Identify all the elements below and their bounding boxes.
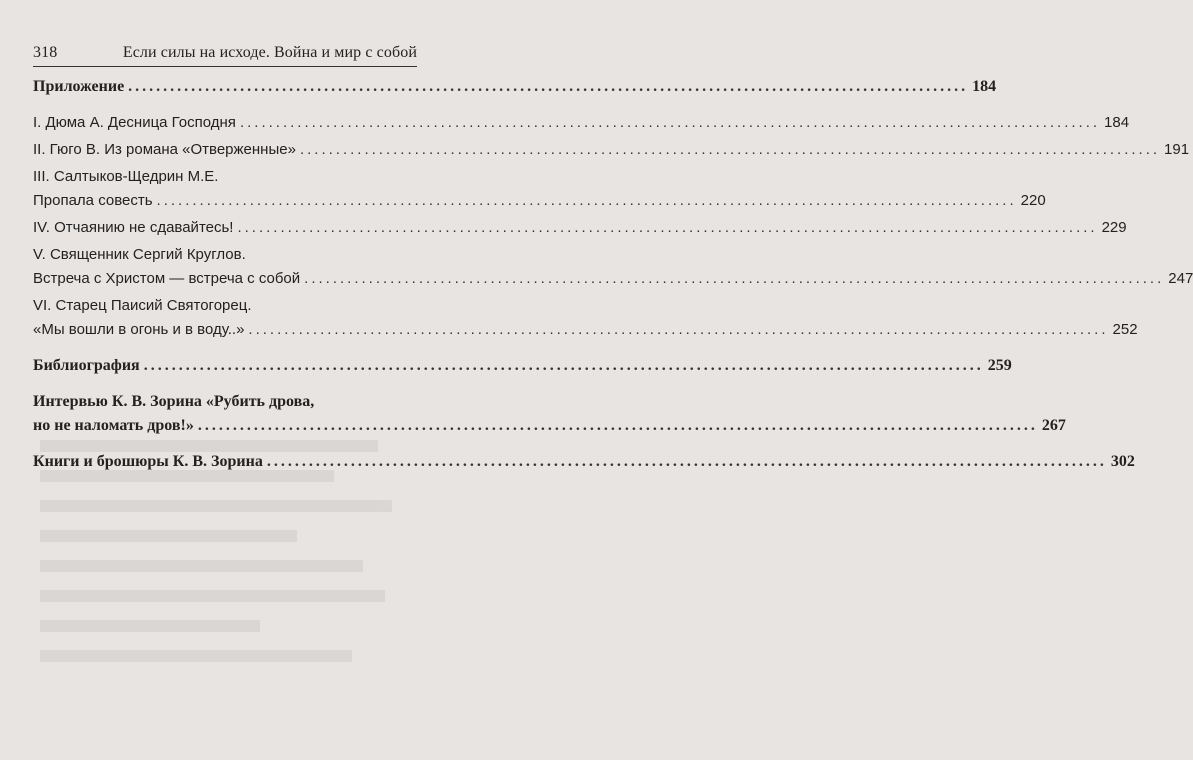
toc-page-number: 229	[1101, 219, 1127, 236]
toc-entry-line	[33, 75, 997, 99]
toc-page-number: 302	[1110, 453, 1135, 470]
table-of-contents	[33, 75, 1193, 474]
toc-entry-line	[33, 165, 417, 189]
toc-entry-title: Приложение	[33, 78, 125, 95]
toc-entry-title: но не наломать дров!»	[33, 417, 194, 434]
toc-entry[interactable]	[33, 390, 1066, 438]
toc-entry-title: II. Гюго В. Из романа «Отверженные»	[33, 141, 296, 158]
toc-entry-title: «Мы вошли в огонь и в воду..»	[33, 321, 245, 338]
toc-leader-dots: ........................................................................................................................	[143, 357, 984, 374]
toc-entry-line	[33, 450, 1135, 474]
toc-page-number: 252	[1112, 321, 1138, 338]
toc-entry-title: VI. Старец Паисий Святогорец.	[33, 297, 252, 314]
toc-gap	[33, 438, 417, 450]
toc-entry-title: I. Дюма А. Десница Господня	[33, 114, 236, 131]
toc-entry-line	[33, 189, 1046, 213]
toc-leader-dots: ........................................................................................................................	[248, 321, 1109, 338]
toc-leader-dots: ........................................................................................................................	[156, 192, 1017, 209]
toc-leader-dots: ........................................................................................................................	[266, 453, 1107, 470]
toc-entry[interactable]	[33, 294, 1138, 342]
toc-entry-title: V. Священник Сергий Круглов.	[33, 246, 246, 263]
toc-entry-line	[33, 354, 1012, 378]
bleed-through	[40, 440, 407, 720]
toc-entry-line	[33, 138, 1190, 162]
toc-entry[interactable]	[33, 216, 1127, 240]
toc-leader-dots: ........................................................................................................................	[239, 114, 1101, 131]
toc-page-number: 220	[1020, 192, 1046, 209]
toc-page-number: 247	[1168, 270, 1193, 287]
toc-page-number: 267	[1041, 417, 1066, 434]
toc-entry-line	[33, 318, 1138, 342]
toc-entry[interactable]	[33, 75, 997, 99]
toc-entry[interactable]	[33, 450, 1135, 474]
page-number: 318	[33, 44, 58, 61]
header-rule	[33, 66, 417, 67]
toc-entry[interactable]	[33, 165, 1046, 213]
toc-entry-title: Пропала совесть	[33, 192, 153, 209]
toc-entry-title: Встреча с Христом — встреча с собой	[33, 270, 301, 287]
toc-entry[interactable]	[33, 138, 1190, 162]
toc-page-number: 184	[972, 78, 997, 95]
toc-entry[interactable]	[33, 243, 1193, 291]
toc-page-number: 191	[1164, 141, 1190, 158]
toc-page-number: 259	[987, 357, 1012, 374]
toc-leader-dots: ........................................................................................................................	[299, 141, 1161, 158]
toc-entry-title: Книги и брошюры К. В. Зорина	[33, 453, 263, 470]
toc-entry-line	[33, 390, 417, 414]
toc-gap	[33, 378, 417, 390]
toc-entry-title: Библиография	[33, 357, 140, 374]
toc-entry-line	[33, 111, 1130, 135]
toc-entry-line	[33, 294, 417, 318]
toc-entry[interactable]	[33, 111, 1130, 135]
toc-leader-dots: ........................................................................................................................	[304, 270, 1165, 287]
toc-entry-line	[33, 243, 417, 267]
toc-entry-title: III. Салтыков-Щедрин М.Е.	[33, 168, 219, 185]
page-header	[33, 44, 417, 62]
toc-entry-line	[33, 216, 1127, 240]
toc-entry-line	[33, 414, 1066, 438]
toc-leader-dots: ........................................................................................................................	[128, 78, 969, 95]
toc-entry-line	[33, 267, 1193, 291]
toc-entry-title: Интервью К. В. Зорина «Рубить дрова,	[33, 393, 315, 410]
toc-leader-dots: ........................................................................................................................	[237, 219, 1098, 236]
toc-gap	[33, 342, 417, 354]
toc-gap	[33, 99, 417, 111]
toc-page-number: 184	[1104, 114, 1130, 131]
toc-entry[interactable]	[33, 354, 1012, 378]
toc-leader-dots: ........................................................................................................................	[197, 417, 1038, 434]
toc-entry-title: IV. Отчаянию не сдавайтесь!	[33, 219, 234, 236]
running-title: Если силы на исходе. Война и мир с собой	[122, 44, 417, 61]
